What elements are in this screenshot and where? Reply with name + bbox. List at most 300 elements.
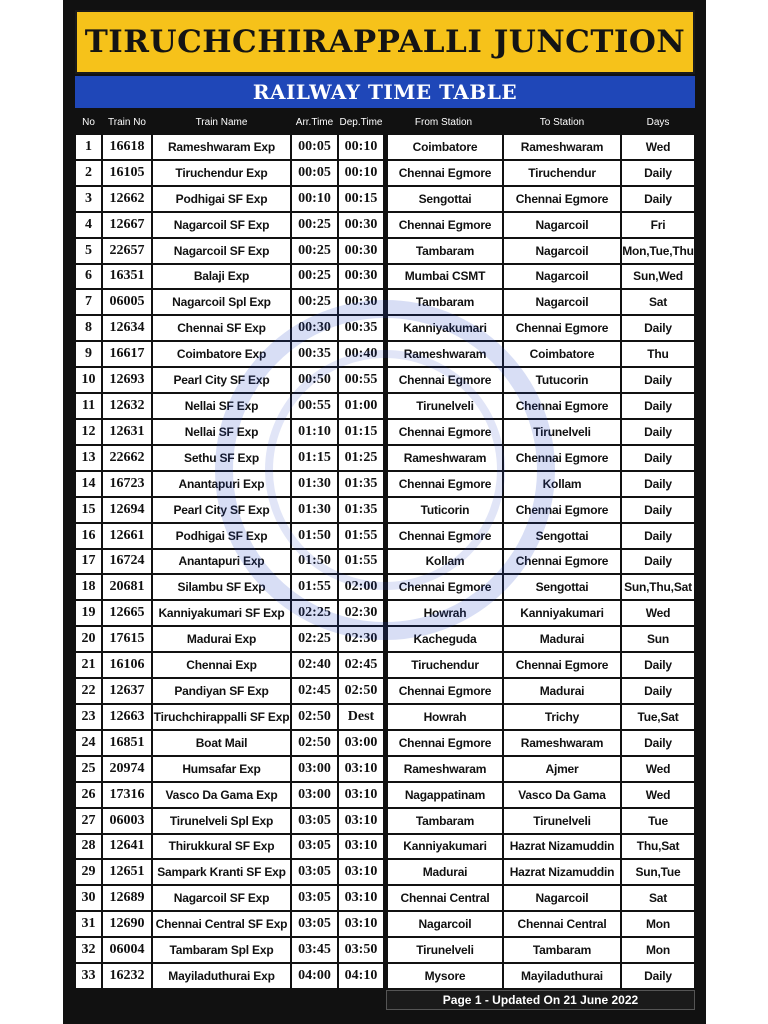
- cell-arrival-time: 00:25: [292, 265, 337, 289]
- cell-days: Wed: [622, 783, 694, 807]
- cell-arrival-time: 02:50: [292, 731, 337, 755]
- cell-row-number: 7: [76, 290, 101, 314]
- cell-departure-time: 01:35: [339, 498, 383, 522]
- cell-row-number: 1: [76, 135, 101, 159]
- title-banner: [75, 10, 695, 74]
- cell-to-station: Chennai Egmore: [504, 653, 620, 677]
- cell-train-number: 12641: [103, 835, 151, 859]
- cell-train-name: Anantapuri Exp: [153, 550, 290, 574]
- cell-train-name: Podhigai SF Exp: [153, 187, 290, 211]
- cell-from-station: Chennai Egmore: [388, 731, 502, 755]
- cell-days: Daily: [622, 394, 694, 418]
- cell-from-station: Nagappatinam: [388, 783, 502, 807]
- cell-train-name: Pandiyan SF Exp: [153, 679, 290, 703]
- cell-train-name: Nagarcoil SF Exp: [153, 213, 290, 237]
- cell-train-name: Nagarcoil SF Exp: [153, 239, 290, 263]
- cell-row-number: 18: [76, 575, 101, 599]
- cell-days: Daily: [622, 964, 694, 988]
- cell-train-number: 20681: [103, 575, 151, 599]
- cell-from-station: Tambaram: [388, 239, 502, 263]
- cell-train-number: 12694: [103, 498, 151, 522]
- table-row: [75, 238, 695, 264]
- cell-from-station: Nagarcoil: [388, 912, 502, 936]
- cell-from-station: Coimbatore: [388, 135, 502, 159]
- cell-to-station: Tirunelveli: [504, 809, 620, 833]
- cell-train-number: 16105: [103, 161, 151, 185]
- cell-train-name: Thirukkural SF Exp: [153, 835, 290, 859]
- cell-train-number: 16618: [103, 135, 151, 159]
- table-row: [75, 523, 695, 549]
- cell-to-station: Chennai Egmore: [504, 446, 620, 470]
- cell-arrival-time: 00:55: [292, 394, 337, 418]
- cell-row-number: 27: [76, 809, 101, 833]
- cell-row-number: 29: [76, 860, 101, 884]
- cell-arrival-time: 00:30: [292, 316, 337, 340]
- cell-arrival-time: 00:05: [292, 161, 337, 185]
- cell-departure-time: 04:10: [339, 964, 383, 988]
- cell-arrival-time: 03:05: [292, 886, 337, 910]
- cell-to-station: Tutucorin: [504, 368, 620, 392]
- cell-days: Sun: [622, 627, 694, 651]
- cell-row-number: 8: [76, 316, 101, 340]
- cell-from-station: Tambaram: [388, 809, 502, 833]
- table-row: [75, 289, 695, 315]
- cell-row-number: 22: [76, 679, 101, 703]
- cell-train-name: Chennai Central SF Exp: [153, 912, 290, 936]
- cell-train-number: 12661: [103, 524, 151, 548]
- table-row: [75, 626, 695, 652]
- cell-from-station: Chennai Egmore: [388, 524, 502, 548]
- cell-arrival-time: 02:25: [292, 601, 337, 625]
- cell-days: Daily: [622, 653, 694, 677]
- cell-departure-time: 02:30: [339, 601, 383, 625]
- cell-departure-time: 00:30: [339, 290, 383, 314]
- cell-to-station: Tiruchendur: [504, 161, 620, 185]
- cell-row-number: 9: [76, 342, 101, 366]
- cell-row-number: 15: [76, 498, 101, 522]
- cell-arrival-time: 01:30: [292, 472, 337, 496]
- cell-to-station: Chennai Egmore: [504, 550, 620, 574]
- table-row: [75, 730, 695, 756]
- cell-row-number: 33: [76, 964, 101, 988]
- cell-train-name: Rameshwaram Exp: [153, 135, 290, 159]
- cell-arrival-time: 00:25: [292, 290, 337, 314]
- cell-days: Sun,Wed: [622, 265, 694, 289]
- cell-train-number: 12689: [103, 886, 151, 910]
- cell-from-station: Tiruchendur: [388, 653, 502, 677]
- cell-arrival-time: 00:25: [292, 213, 337, 237]
- cell-from-station: Chennai Egmore: [388, 420, 502, 444]
- cell-train-name: Pearl City SF Exp: [153, 368, 290, 392]
- cell-to-station: Nagarcoil: [504, 239, 620, 263]
- cell-train-number: 12637: [103, 679, 151, 703]
- table-row: [75, 264, 695, 290]
- cell-train-name: Podhigai SF Exp: [153, 524, 290, 548]
- cell-from-station: Tambaram: [388, 290, 502, 314]
- cell-arrival-time: 03:00: [292, 783, 337, 807]
- cell-row-number: 17: [76, 550, 101, 574]
- table-row: [75, 885, 695, 911]
- cell-days: Fri: [622, 213, 694, 237]
- cell-to-station: Chennai Egmore: [504, 394, 620, 418]
- cell-departure-time: 03:00: [339, 731, 383, 755]
- cell-row-number: 2: [76, 161, 101, 185]
- cell-train-name: Madurai Exp: [153, 627, 290, 651]
- cell-to-station: Nagarcoil: [504, 213, 620, 237]
- cell-arrival-time: 00:10: [292, 187, 337, 211]
- cell-departure-time: 00:15: [339, 187, 383, 211]
- cell-train-name: Kanniyakumari SF Exp: [153, 601, 290, 625]
- cell-to-station: Tambaram: [504, 938, 620, 962]
- cell-days: Mon: [622, 938, 694, 962]
- cell-row-number: 11: [76, 394, 101, 418]
- cell-from-station: Kollam: [388, 550, 502, 574]
- cell-to-station: Nagarcoil: [504, 265, 620, 289]
- cell-departure-time: 02:50: [339, 679, 383, 703]
- cell-from-station: Kanniyakumari: [388, 835, 502, 859]
- cell-row-number: 31: [76, 912, 101, 936]
- cell-days: Daily: [622, 368, 694, 392]
- cell-departure-time: 03:10: [339, 783, 383, 807]
- cell-to-station: Ajmer: [504, 757, 620, 781]
- cell-from-station: Rameshwaram: [388, 446, 502, 470]
- cell-from-station: Chennai Egmore: [388, 213, 502, 237]
- cell-train-name: Sampark Kranti SF Exp: [153, 860, 290, 884]
- cell-to-station: Kollam: [504, 472, 620, 496]
- table-row: [75, 859, 695, 885]
- cell-arrival-time: 02:40: [292, 653, 337, 677]
- cell-train-name: Nellai SF Exp: [153, 394, 290, 418]
- column-header-train-name: Train Name: [195, 116, 248, 128]
- cell-departure-time: 01:15: [339, 420, 383, 444]
- table-row: [75, 186, 695, 212]
- cell-to-station: Sengottai: [504, 575, 620, 599]
- cell-to-station: Coimbatore: [504, 342, 620, 366]
- cell-row-number: 5: [76, 239, 101, 263]
- cell-row-number: 19: [76, 601, 101, 625]
- table-row: [75, 160, 695, 186]
- cell-arrival-time: 04:00: [292, 964, 337, 988]
- table-row: [75, 678, 695, 704]
- table-row: [75, 782, 695, 808]
- cell-train-number: 06004: [103, 938, 151, 962]
- table-row: [75, 497, 695, 523]
- cell-from-station: Tirunelveli: [388, 938, 502, 962]
- cell-from-station: Kanniyakumari: [388, 316, 502, 340]
- cell-departure-time: 03:10: [339, 912, 383, 936]
- page-subtitle: RAILWAY TIME TABLE: [252, 80, 518, 104]
- cell-row-number: 30: [76, 886, 101, 910]
- cell-train-number: 12663: [103, 705, 151, 729]
- cell-row-number: 10: [76, 368, 101, 392]
- cell-train-number: 16617: [103, 342, 151, 366]
- cell-train-number: 12667: [103, 213, 151, 237]
- table-row: [75, 419, 695, 445]
- column-header-no: No: [82, 116, 95, 128]
- cell-departure-time: 01:25: [339, 446, 383, 470]
- cell-arrival-time: 01:55: [292, 575, 337, 599]
- cell-arrival-time: 00:05: [292, 135, 337, 159]
- cell-from-station: Tuticorin: [388, 498, 502, 522]
- cell-to-station: Tirunelveli: [504, 420, 620, 444]
- cell-to-station: Sengottai: [504, 524, 620, 548]
- cell-train-name: Chennai Exp: [153, 653, 290, 677]
- cell-train-number: 16351: [103, 265, 151, 289]
- cell-departure-time: 00:55: [339, 368, 383, 392]
- cell-train-name: Tiruchchirappalli SF Exp: [153, 705, 290, 729]
- cell-departure-time: 03:10: [339, 860, 383, 884]
- cell-train-number: 20974: [103, 757, 151, 781]
- cell-departure-time: 00:10: [339, 161, 383, 185]
- cell-train-name: Boat Mail: [153, 731, 290, 755]
- cell-row-number: 23: [76, 705, 101, 729]
- cell-from-station: Chennai Egmore: [388, 161, 502, 185]
- cell-train-name: Nellai SF Exp: [153, 420, 290, 444]
- cell-to-station: Hazrat Nizamuddin: [504, 860, 620, 884]
- cell-days: Sun,Tue: [622, 860, 694, 884]
- cell-row-number: 28: [76, 835, 101, 859]
- cell-to-station: Hazrat Nizamuddin: [504, 835, 620, 859]
- table-row: [75, 834, 695, 860]
- table-row: [75, 963, 695, 989]
- timetable-body: [75, 134, 695, 989]
- cell-arrival-time: 01:30: [292, 498, 337, 522]
- cell-from-station: Howrah: [388, 601, 502, 625]
- cell-departure-time: 00:30: [339, 239, 383, 263]
- cell-days: Thu: [622, 342, 694, 366]
- cell-train-name: Humsafar Exp: [153, 757, 290, 781]
- table-row: [75, 600, 695, 626]
- cell-from-station: Mysore: [388, 964, 502, 988]
- table-row: [75, 911, 695, 937]
- cell-row-number: 13: [76, 446, 101, 470]
- cell-days: Daily: [622, 446, 694, 470]
- cell-train-name: Sethu SF Exp: [153, 446, 290, 470]
- cell-train-number: 06005: [103, 290, 151, 314]
- subtitle-banner: [75, 76, 695, 108]
- cell-days: Sat: [622, 886, 694, 910]
- cell-to-station: Madurai: [504, 627, 620, 651]
- cell-departure-time: 00:10: [339, 135, 383, 159]
- cell-from-station: Chennai Egmore: [388, 368, 502, 392]
- cell-to-station: Chennai Egmore: [504, 187, 620, 211]
- cell-days: Daily: [622, 679, 694, 703]
- cell-from-station: Rameshwaram: [388, 342, 502, 366]
- cell-row-number: 21: [76, 653, 101, 677]
- table-row: [75, 574, 695, 600]
- cell-from-station: Kacheguda: [388, 627, 502, 651]
- cell-train-number: 12690: [103, 912, 151, 936]
- cell-arrival-time: 03:45: [292, 938, 337, 962]
- cell-to-station: Kanniyakumari: [504, 601, 620, 625]
- cell-from-station: Sengottai: [388, 187, 502, 211]
- cell-arrival-time: 00:25: [292, 239, 337, 263]
- cell-days: Tue,Sat: [622, 705, 694, 729]
- cell-to-station: Madurai: [504, 679, 620, 703]
- cell-departure-time: 01:00: [339, 394, 383, 418]
- cell-train-number: 06003: [103, 809, 151, 833]
- cell-train-name: Silambu SF Exp: [153, 575, 290, 599]
- cell-train-name: Coimbatore Exp: [153, 342, 290, 366]
- cell-departure-time: 00:40: [339, 342, 383, 366]
- table-row: [75, 134, 695, 160]
- table-row: [75, 341, 695, 367]
- cell-row-number: 24: [76, 731, 101, 755]
- cell-train-number: 22662: [103, 446, 151, 470]
- cell-row-number: 6: [76, 265, 101, 289]
- cell-row-number: 12: [76, 420, 101, 444]
- cell-to-station: Vasco Da Gama: [504, 783, 620, 807]
- cell-row-number: 4: [76, 213, 101, 237]
- cell-train-number: 22657: [103, 239, 151, 263]
- cell-departure-time: 02:45: [339, 653, 383, 677]
- page-title: TIRUCHCHIRAPPALLI JUNCTION: [84, 24, 686, 60]
- cell-departure-time: 03:10: [339, 757, 383, 781]
- cell-train-name: Tiruchendur Exp: [153, 161, 290, 185]
- column-header-from-station: From Station: [414, 116, 473, 128]
- table-row: [75, 367, 695, 393]
- cell-arrival-time: 01:50: [292, 550, 337, 574]
- table-row: [75, 315, 695, 341]
- cell-train-number: 12693: [103, 368, 151, 392]
- cell-days: Daily: [622, 731, 694, 755]
- cell-departure-time: 00:30: [339, 265, 383, 289]
- cell-train-number: 16106: [103, 653, 151, 677]
- cell-to-station: Trichy: [504, 705, 620, 729]
- cell-train-number: 16723: [103, 472, 151, 496]
- table-row: [75, 445, 695, 471]
- cell-departure-time: 03:10: [339, 809, 383, 833]
- cell-days: Daily: [622, 550, 694, 574]
- cell-arrival-time: 03:00: [292, 757, 337, 781]
- column-header-days: Days: [646, 116, 670, 128]
- cell-train-number: 12665: [103, 601, 151, 625]
- cell-days: Daily: [622, 161, 694, 185]
- cell-departure-time: 01:55: [339, 550, 383, 574]
- cell-departure-time: 02:30: [339, 627, 383, 651]
- cell-arrival-time: 02:45: [292, 679, 337, 703]
- column-header-arr-time: Arr.Time: [295, 116, 334, 128]
- cell-to-station: Chennai Central: [504, 912, 620, 936]
- cell-train-number: 12631: [103, 420, 151, 444]
- cell-to-station: Rameshwaram: [504, 135, 620, 159]
- cell-from-station: Howrah: [388, 705, 502, 729]
- cell-days: Mon: [622, 912, 694, 936]
- cell-days: Daily: [622, 498, 694, 522]
- cell-train-name: Tirunelveli Spl Exp: [153, 809, 290, 833]
- cell-days: Sun,Thu,Sat: [622, 575, 694, 599]
- cell-arrival-time: 00:35: [292, 342, 337, 366]
- cell-to-station: Nagarcoil: [504, 290, 620, 314]
- cell-arrival-time: 02:25: [292, 627, 337, 651]
- cell-train-name: Nagarcoil Spl Exp: [153, 290, 290, 314]
- cell-to-station: Mayiladuthurai: [504, 964, 620, 988]
- cell-to-station: Chennai Egmore: [504, 316, 620, 340]
- cell-days: Wed: [622, 601, 694, 625]
- cell-train-name: Pearl City SF Exp: [153, 498, 290, 522]
- cell-arrival-time: 01:15: [292, 446, 337, 470]
- cell-departure-time: 00:35: [339, 316, 383, 340]
- cell-train-name: Balaji Exp: [153, 265, 290, 289]
- cell-from-station: Tirunelveli: [388, 394, 502, 418]
- cell-train-number: 12651: [103, 860, 151, 884]
- cell-train-name: Mayiladuthurai Exp: [153, 964, 290, 988]
- cell-from-station: Chennai Egmore: [388, 575, 502, 599]
- cell-days: Thu,Sat: [622, 835, 694, 859]
- table-row: [75, 393, 695, 419]
- column-header-train-no: Train No: [108, 116, 146, 128]
- cell-from-station: Madurai: [388, 860, 502, 884]
- cell-departure-time: 01:55: [339, 524, 383, 548]
- cell-arrival-time: 00:50: [292, 368, 337, 392]
- cell-train-name: Chennai SF Exp: [153, 316, 290, 340]
- cell-days: Daily: [622, 472, 694, 496]
- cell-days: Daily: [622, 316, 694, 340]
- cell-train-number: 12662: [103, 187, 151, 211]
- cell-to-station: Nagarcoil: [504, 886, 620, 910]
- cell-arrival-time: 01:10: [292, 420, 337, 444]
- cell-days: Tue: [622, 809, 694, 833]
- cell-train-number: 17316: [103, 783, 151, 807]
- cell-arrival-time: 01:50: [292, 524, 337, 548]
- cell-arrival-time: 03:05: [292, 912, 337, 936]
- cell-row-number: 16: [76, 524, 101, 548]
- cell-departure-time: 01:35: [339, 472, 383, 496]
- footer-text: Page 1 - Updated On 21 June 2022: [442, 993, 639, 1007]
- cell-train-number: 16724: [103, 550, 151, 574]
- cell-departure-time: 00:30: [339, 213, 383, 237]
- cell-row-number: 14: [76, 472, 101, 496]
- cell-train-number: 16851: [103, 731, 151, 755]
- cell-train-number: 12634: [103, 316, 151, 340]
- table-header: [75, 112, 695, 132]
- table-row: [75, 756, 695, 782]
- table-row: [75, 704, 695, 730]
- cell-train-name: Tambaram Spl Exp: [153, 938, 290, 962]
- cell-departure-time: Dest: [339, 705, 383, 729]
- cell-row-number: 26: [76, 783, 101, 807]
- table-row: [75, 549, 695, 575]
- table-row: [75, 808, 695, 834]
- cell-train-number: 12632: [103, 394, 151, 418]
- cell-from-station: Chennai Egmore: [388, 679, 502, 703]
- cell-departure-time: 03:10: [339, 835, 383, 859]
- cell-row-number: 32: [76, 938, 101, 962]
- column-header-dep-time: Dep.Time: [339, 116, 383, 128]
- cell-days: Sat: [622, 290, 694, 314]
- cell-train-name: Vasco Da Gama Exp: [153, 783, 290, 807]
- cell-departure-time: 02:00: [339, 575, 383, 599]
- cell-from-station: Chennai Egmore: [388, 472, 502, 496]
- cell-row-number: 25: [76, 757, 101, 781]
- cell-arrival-time: 03:05: [292, 809, 337, 833]
- cell-days: Daily: [622, 187, 694, 211]
- cell-row-number: 20: [76, 627, 101, 651]
- cell-train-number: 16232: [103, 964, 151, 988]
- column-header-to-station: To Station: [539, 116, 585, 128]
- cell-row-number: 3: [76, 187, 101, 211]
- cell-train-number: 17615: [103, 627, 151, 651]
- table-row: [75, 212, 695, 238]
- cell-arrival-time: 03:05: [292, 860, 337, 884]
- cell-days: Wed: [622, 135, 694, 159]
- cell-from-station: Mumbai CSMT: [388, 265, 502, 289]
- table-row: [75, 471, 695, 497]
- cell-days: Daily: [622, 524, 694, 548]
- cell-train-name: Anantapuri Exp: [153, 472, 290, 496]
- cell-arrival-time: 02:50: [292, 705, 337, 729]
- cell-to-station: Chennai Egmore: [504, 498, 620, 522]
